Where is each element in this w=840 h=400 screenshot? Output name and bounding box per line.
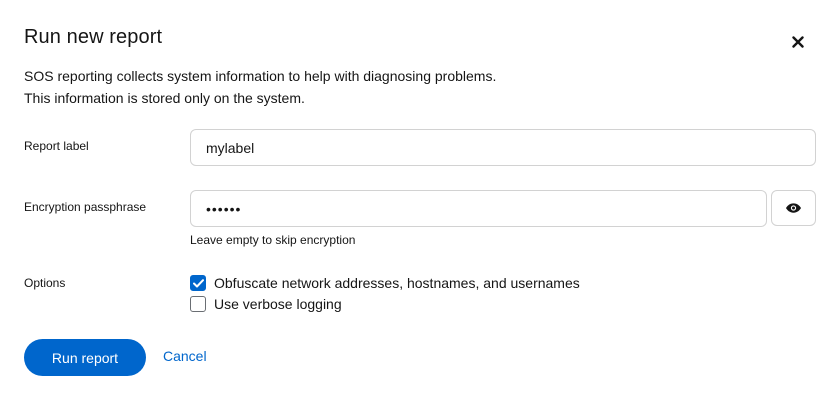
obfuscate-checkbox[interactable] xyxy=(190,275,206,291)
options-label: Options xyxy=(24,276,66,290)
close-button[interactable] xyxy=(782,28,814,56)
option-verbose xyxy=(190,296,342,312)
show-passphrase-button[interactable] xyxy=(771,190,816,226)
eye-icon xyxy=(786,203,801,213)
report-label-label: Report label xyxy=(24,139,89,153)
description-line-2: This information is stored only on the system. xyxy=(24,89,305,106)
verbose-logging-checkbox[interactable] xyxy=(190,296,206,312)
run-report-button[interactable]: Run report xyxy=(24,339,146,376)
passphrase-input[interactable] xyxy=(190,190,767,227)
report-label-input[interactable] xyxy=(190,129,816,166)
dialog-title: Run new report xyxy=(24,26,163,48)
obfuscate-label[interactable]: Obfuscate network addresses, hostnames, and usernames xyxy=(214,275,580,291)
checkmark-icon xyxy=(193,279,204,288)
verbose-logging-label[interactable]: Use verbose logging xyxy=(214,296,342,312)
passphrase-label: Encryption passphrase xyxy=(24,200,147,214)
dialog-description xyxy=(24,66,496,109)
cancel-button[interactable]: Cancel xyxy=(163,348,207,364)
passphrase-helper-text: Leave empty to skip encryption xyxy=(190,233,356,247)
option-obfuscate xyxy=(190,275,580,291)
description-line-1: SOS reporting collects system information to help with diagnosing problems. xyxy=(24,68,497,84)
close-icon xyxy=(792,36,804,48)
